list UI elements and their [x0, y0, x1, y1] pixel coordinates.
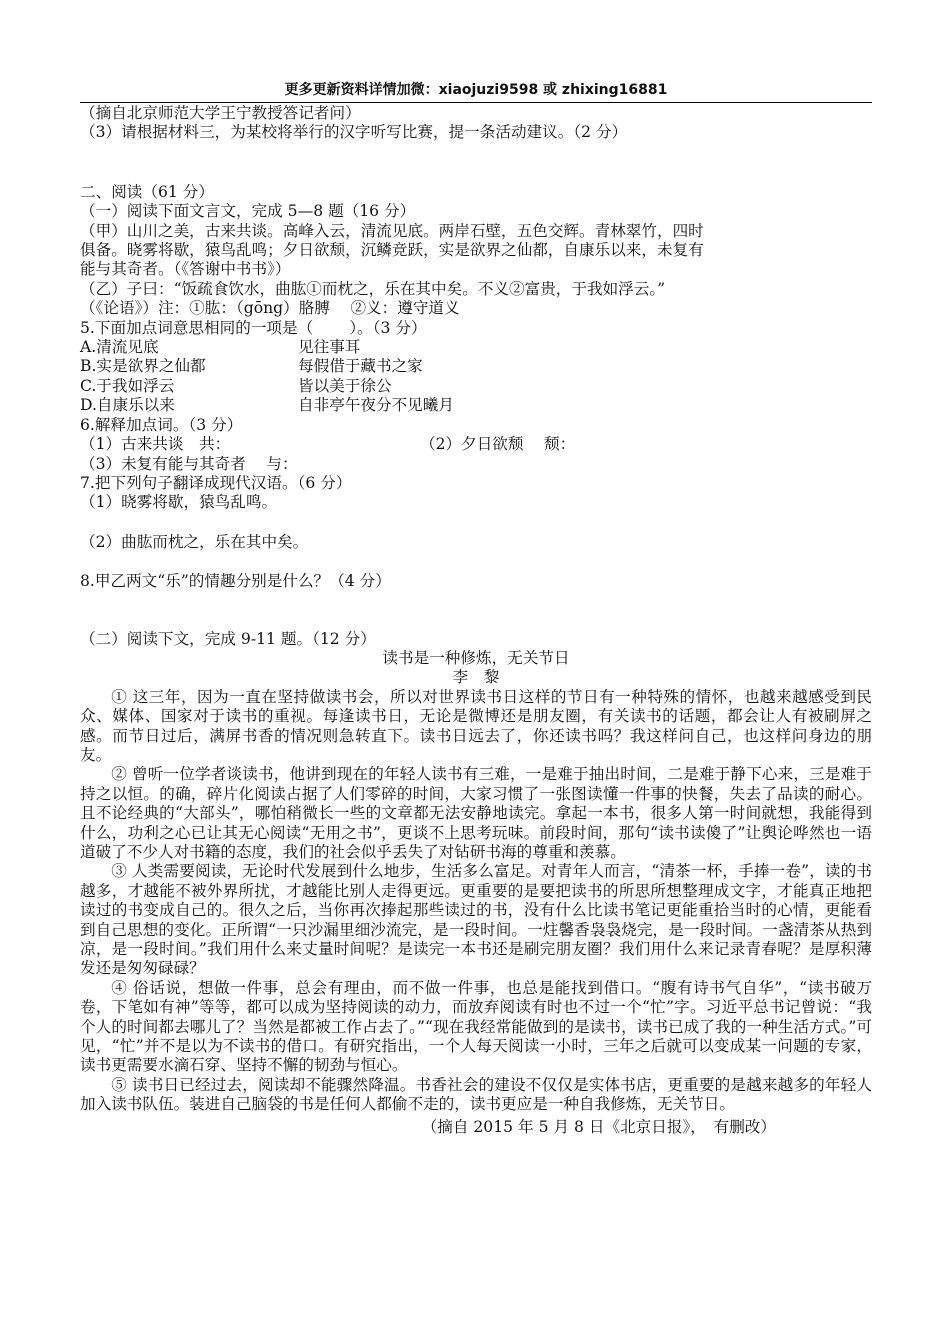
option-d-right: 自非亭午夜分不见曦月 [298, 396, 454, 415]
question-6-item-1: （1）古来共谈 共： [80, 435, 231, 454]
question-7-item-2: （2）曲肱而枕之，乐在其中矣。 [80, 532, 309, 551]
option-c-left: C.于我如浮云 [80, 376, 175, 395]
question-6-item-3: （3）未复有能与其奇者 与： [80, 454, 298, 473]
question-7-item-1: （1）晓雾将歇，猿鸟乱鸣。 [80, 493, 278, 512]
question-7: 7.把下列句子翻译成现代汉语。（6 分） [80, 473, 352, 492]
option-a-left: A.清流见底 [80, 338, 159, 357]
part2-title: （二）阅读下文，完成 9-11 题。（12 分） [80, 629, 376, 648]
option-row [80, 396, 872, 415]
question-5: 5.下面加点词意思相同的一项是（ ）。（3 分） [80, 318, 427, 337]
question-6: 6.解释加点词。（3 分） [80, 415, 243, 434]
question-8: 8.甲乙两文“乐”的情趣分别是什么？（4 分） [80, 572, 391, 591]
option-b-left: B.实是欲界之仙都 [80, 357, 206, 376]
option-row [80, 357, 872, 376]
article-source: （摘自 2015 年 5 月 8 日《北京日报》， 有删改） [421, 1117, 776, 1136]
question-6-row [80, 435, 872, 454]
article-title: 读书是一种修炼，无关节日 [382, 648, 570, 667]
option-row [80, 377, 872, 396]
article-paragraph: ② 曾听一位学者谈读书，他讲到现在的年轻人读书有三难，一是难于抽出时间，二是难于静下心来，三是难于持之以恒。的确，碎片化阅读占据了人们零碎的时间，大家习惯了一张图读懂一件事的快餐，失去了品读的耐心。且不论经典的“大部头”，哪怕稍微长一些的文章都无法安静地读完。拿起一本书，很多人第一时间就想，我能得到什么，功利之心已让其无心阅读“无用之书”，更谈不上思考玩味。前段时间，那句“读书读傻了”让舆论哗然也一语道破了不少人对书籍的态度，我们的社会似乎丢失了对钻研书海的尊重和羡慕。 [80, 765, 872, 861]
question-6-item-2: （2）夕日欲颓 颓： [420, 435, 576, 454]
text-jia-line: 能与其奇者。（《答谢中书书》） [80, 260, 291, 279]
article-paragraph: ① 这三年，因为一直在坚持做读书会，所以对世界读书日这样的节日有一种特殊的情怀，也越来越感受到民众、媒体、国家对于读书的重视。每逢读书日，无论是微博还是朋友圈，有关读书的话题，都会让人有被刷屏之感。而节日过后，满屏书香的情况则急转直下。读书日远去了，你还读书吗？我这样问自己，也这样问身边的朋友。 [80, 687, 872, 764]
text-yi-notes: （《论语》）注：①肱：（gōng）胳膊 ②义：遵守道义 [80, 299, 460, 318]
text-jia-line: （甲）山川之美，古来共谈。高峰入云，清流见底。两岸石壁，五色交辉。青林翠竹，四时 [80, 221, 704, 240]
article-paragraph: ⑤ 读书日已经过去，阅读却不能骤然降温。书香社会的建设不仅仅是实体书店，更重要的是越来越多的年轻人加入读书队伍。装进自己脑袋的书是任何人都偷不走的，读书更应是一种自我修炼，无关节日。 [80, 1075, 872, 1114]
article-paragraph: ③ 人类需要阅读，无论时代发展到什么地步，生活多么富足。对青年人而言，“清茶一杯，手捧一卷”，读的书越多，才越能不被外界所扰，才越能比别人走得更远。更重要的是要把读书的所思所想整理成文字，才能真正地把读过的书变成自己的。很久之后，当你再次捧起那些读过的书，没有什么比读书笔记更能重拾当时的心情，更能看到自己思想的变化。正所谓“一只沙漏里细沙流完，是一段时间。一炷馨香袅袅烧完，是一段时间。一盏清茶从热到凉，是一段时间。”我们用什么来丈量时间呢？是读完一本书还是刷完朋友圈？我们用什么来记录青春呢？是厚积薄发还是匆匆碌碌？ [80, 862, 872, 978]
section-title: 二、阅读（61 分） [80, 182, 214, 201]
part1-title: （一）阅读下面文言文，完成 5—8 题（16 分） [80, 202, 416, 221]
option-d-left: D.自康乐以来 [80, 396, 175, 415]
option-a-right: 见往事耳 [298, 338, 361, 357]
option-c-right: 皆以美于徐公 [298, 376, 392, 395]
article-author: 李 黎 [452, 668, 500, 687]
question-3: （3）请根据材料三，为某校将举行的汉字听写比赛，提一条活动建议。（2 分） [80, 123, 628, 142]
source-note: （摘自北京师范大学王宁教授答记者问） [80, 104, 361, 122]
text-jia-line: 俱备。晓雾将歇，猿鸟乱鸣；夕日欲颓，沉鳞竞跃，实是欲界之仙都，自康乐以来，未复有 [80, 241, 704, 260]
option-b-right: 每假借于藏书之家 [298, 357, 423, 376]
article-paragraph: ④ 俗话说，想做一件事，总会有理由，而不做一件事，也总是能找到借口。“腹有诗书气自华”，“读书破万卷，下笔如有神”等等，都可以成为坚持阅读的动力，而放弃阅读有时也不过一个“忙”字。习近平总书记曾说：“我个人的时间都去哪儿了？当然是都被工作占去了。”“现在我经常能做到的是读书，读书已成了我的一种生活方式。”可见，“忙”并不是以为不读书的借口。有研究指出，一个人每天阅读一小时，三年之后就可以变成某一问题的专家，读书更需要水滴石穿、坚持不懈的韧劲与恒心。 [80, 978, 872, 1075]
option-row [80, 338, 872, 357]
document-page [80, 104, 872, 1137]
text-yi-line: （乙）子曰：“饭疏食饮水，曲肱①而枕之，乐在其中矣。不义②富贵，于我如浮云。” [80, 279, 666, 298]
page-header: 更多更新资料详情加微：xiaojuzi9598 或 zhixing16881 [80, 78, 872, 103]
